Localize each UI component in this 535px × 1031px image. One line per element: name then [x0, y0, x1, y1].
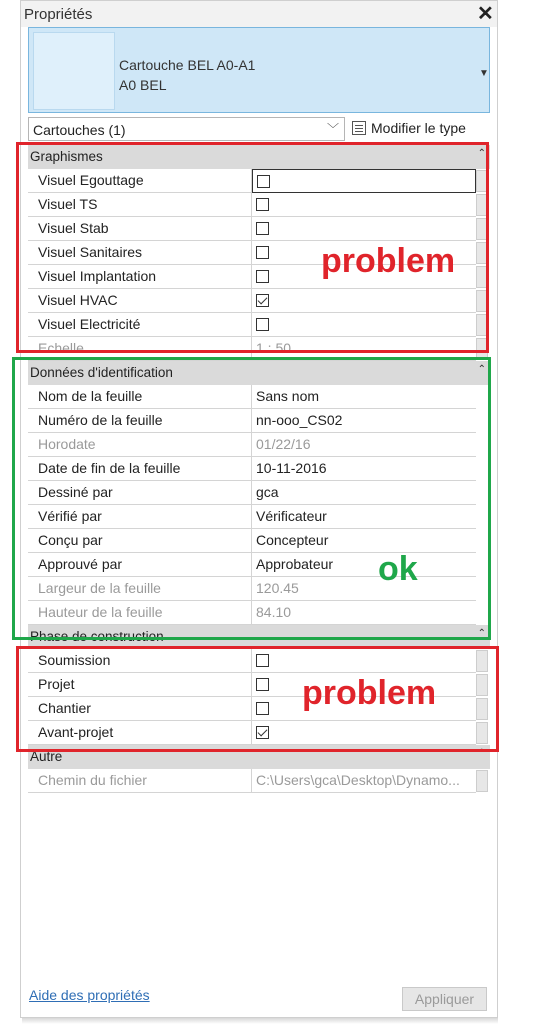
property-label: Avant-projet — [28, 721, 252, 745]
property-value-text: 10-11-2016 — [256, 460, 327, 476]
panel-shadow — [22, 1018, 498, 1024]
property-label: Visuel TS — [28, 193, 252, 217]
ok-annotation-box — [12, 357, 491, 640]
panel-footer — [21, 981, 497, 1017]
property-label: Visuel Implantation — [28, 265, 252, 289]
property-label: Chantier — [28, 697, 252, 721]
property-label: Vérifié par — [28, 505, 252, 529]
collapse-icon[interactable]: ⌃ — [477, 748, 486, 759]
property-value-text: Sans nom — [256, 388, 320, 404]
problem-annotation-label: problem — [321, 242, 456, 280]
property-label: Dessiné par — [28, 481, 252, 505]
section-title: Phase de construction — [30, 629, 164, 644]
problem-annotation-label: problem — [302, 674, 437, 712]
property-label: Date de fin de la feuille — [28, 457, 252, 481]
property-label: Visuel HVAC — [28, 289, 252, 313]
section-title: Autre — [30, 749, 63, 764]
collapse-icon[interactable]: ⌃ — [477, 148, 486, 159]
section-title: Données d'identification — [30, 365, 173, 380]
instance-filter-dropdown[interactable] — [28, 117, 345, 141]
property-label: Echelle — [28, 337, 252, 361]
property-value-text: C:\Users\gca\Desktop\Dynamo... — [256, 772, 460, 788]
collapse-icon[interactable]: ⌃ — [477, 628, 486, 639]
edit-type-icon — [352, 121, 366, 135]
property-label: Visuel Stab — [28, 217, 252, 241]
property-value-text: 84.10 — [256, 604, 292, 620]
property-label: Soumission — [28, 649, 252, 673]
instance-filter-label: Cartouches (1) — [33, 122, 126, 138]
property-label: Projet — [28, 673, 252, 697]
edit-type-label: Modifier le type — [371, 120, 466, 136]
filter-bar — [28, 117, 490, 141]
property-value-text: 1 : 50 — [256, 340, 292, 356]
dropdown-arrow-icon[interactable]: ▼ — [479, 68, 489, 79]
close-icon[interactable]: ✕ — [477, 3, 494, 25]
section-title: Graphismes — [30, 149, 103, 164]
property-label: Largeur de la feuille — [28, 577, 252, 601]
apply-button[interactable]: Appliquer — [402, 987, 487, 1011]
property-label: Nom de la feuille — [28, 385, 252, 409]
property-value-text: 01/22/16 — [256, 436, 311, 452]
property-label: Visuel Egouttage — [28, 169, 252, 193]
type-thumbnail — [33, 32, 115, 110]
type-type: A0 BEL — [119, 77, 167, 93]
collapse-icon[interactable]: ⌃ — [477, 364, 486, 375]
property-value-text: nn-ooo_CS02 — [256, 412, 343, 428]
row-button[interactable] — [476, 770, 488, 792]
property-label: Hauteur de la feuille — [28, 601, 252, 625]
property-value-text: Vérificateur — [256, 508, 327, 524]
type-selector[interactable] — [28, 27, 490, 113]
property-row — [28, 769, 490, 793]
ok-annotation-label: ok — [378, 550, 418, 588]
property-label: Horodate — [28, 433, 252, 457]
panel-title: Propriétés — [24, 6, 93, 23]
type-name — [119, 55, 255, 95]
property-value — [252, 769, 476, 793]
panel-titlebar — [21, 1, 497, 27]
edit-type-button[interactable] — [349, 117, 490, 141]
property-label: Conçu par — [28, 529, 252, 553]
property-value-text: gca — [256, 484, 279, 500]
property-label: Numéro de la feuille — [28, 409, 252, 433]
property-label: Chemin du fichier — [28, 769, 252, 793]
property-label: Visuel Sanitaires — [28, 241, 252, 265]
property-value-text: Concepteur — [256, 532, 329, 548]
property-value-text: Approbateur — [256, 556, 334, 572]
type-family: Cartouche BEL A0-A1 — [119, 57, 256, 73]
property-label: Approuvé par — [28, 553, 252, 577]
property-label: Visuel Electricité — [28, 313, 252, 337]
chevron-down-icon: ﹀ — [326, 122, 339, 136]
property-value-text: 120.45 — [256, 580, 299, 596]
help-link[interactable]: Aide des propriétés — [29, 987, 150, 1003]
